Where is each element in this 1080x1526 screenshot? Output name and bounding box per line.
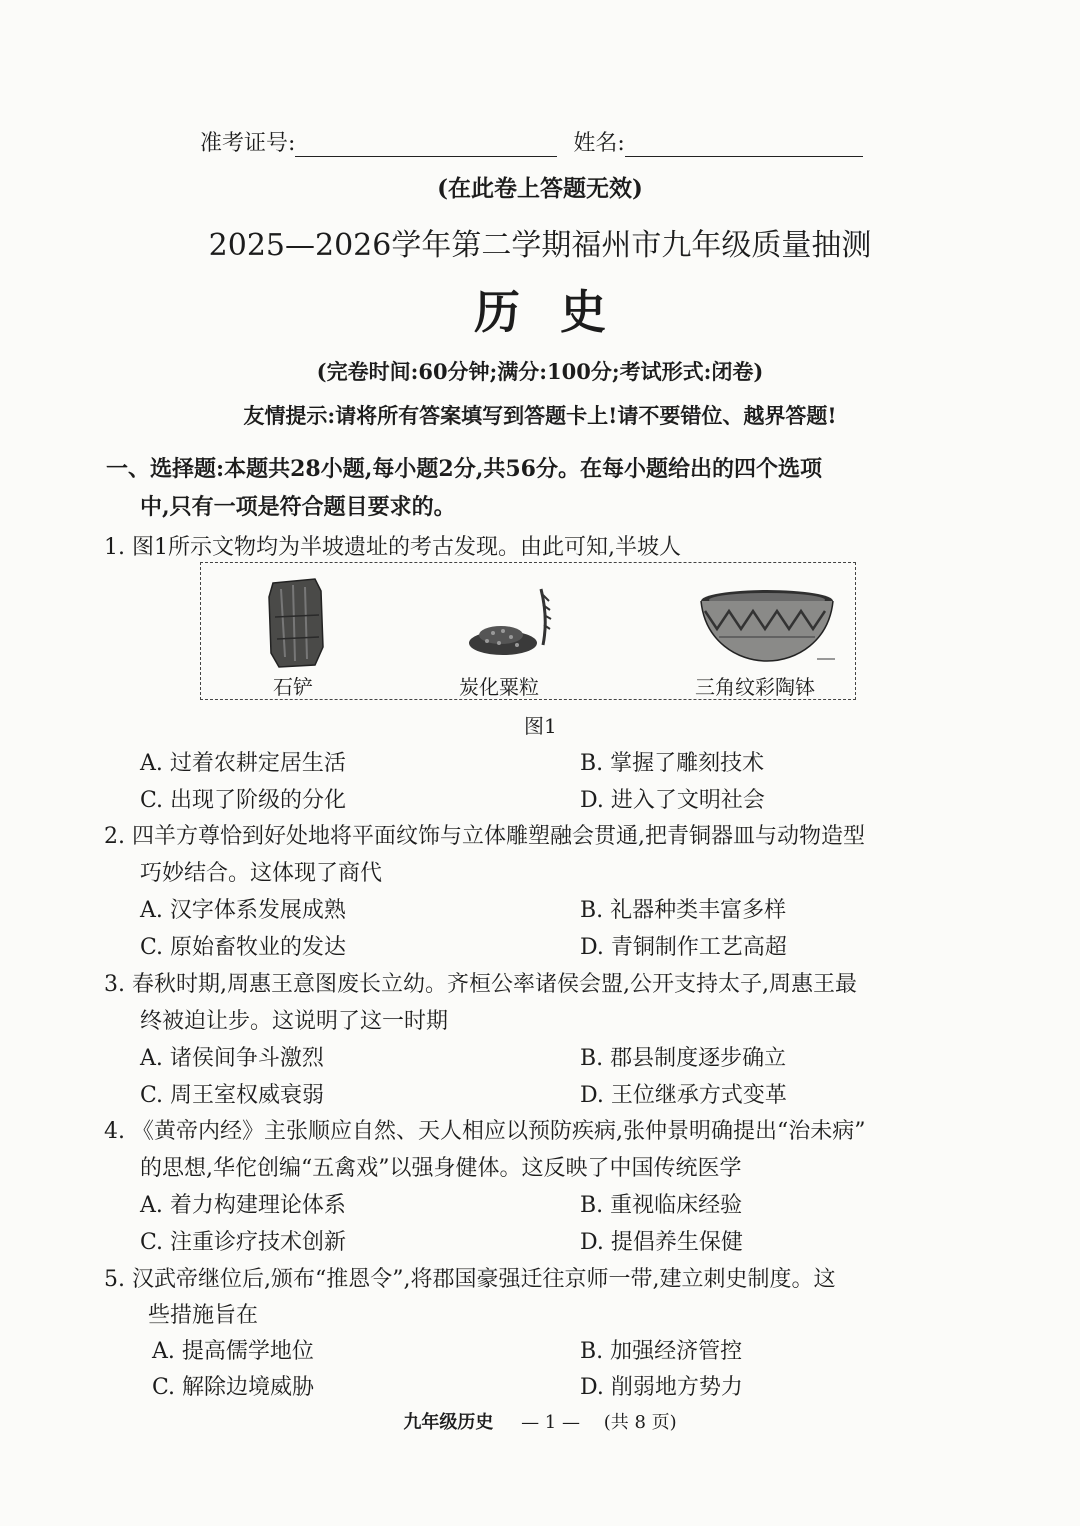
question-5-stem-line2: 些措施旨在	[148, 1303, 259, 1328]
q1-option-a[interactable]: A. 过着农耕定居生活	[140, 751, 346, 776]
question-3-stem-line2: 终被迫让步。这说明了这一时期	[140, 1009, 449, 1034]
q3-option-c[interactable]: C. 周王室权威衰弱	[140, 1083, 325, 1108]
figure-1	[200, 562, 856, 700]
question-1-stem: 1. 图1所示文物均为半坡遗址的考古发现。由此可知,半坡人	[104, 535, 681, 560]
q1-option-b[interactable]: B. 掌握了雕刻技术	[580, 751, 765, 776]
page-footer	[0, 1408, 1080, 1434]
figure-label-painted-pottery-bowl: 三角纹彩陶钵	[695, 675, 815, 699]
question-5-stem-line1: 5. 汉武帝继位后,颁布“推恩令”,将郡国豪强迁往京师一带,建立刺史制度。这	[104, 1267, 836, 1292]
q4-option-a[interactable]: A. 着力构建理论体系	[140, 1193, 346, 1218]
q3-option-a[interactable]: A. 诸侯间争斗激烈	[140, 1046, 324, 1071]
q4-option-b[interactable]: B. 重视临床经验	[580, 1193, 743, 1218]
candidate-info-row	[200, 126, 863, 157]
q5-option-a[interactable]: A. 提高儒学地位	[152, 1339, 314, 1364]
section-heading-line1: 一、选择题:本题共28小题,每小题2分,共56分。在每小题给出的四个选项	[106, 456, 822, 482]
q1-option-c[interactable]: C. 出现了阶级的分化	[140, 788, 347, 813]
exam-time-info: (完卷时间:60分钟;满分:100分;考试形式:闭卷)	[316, 359, 764, 384]
q3-option-b[interactable]: B. 郡县制度逐步确立	[580, 1046, 787, 1071]
q5-option-b[interactable]: B. 加强经济管控	[580, 1339, 743, 1364]
q5-option-c[interactable]: C. 解除边境威胁	[152, 1375, 315, 1400]
q4-option-d[interactable]: D. 提倡养生保健	[580, 1230, 743, 1255]
question-2-stem-line2: 巧妙结合。这体现了商代	[140, 861, 383, 886]
section-heading-line2: 中,只有一项是符合题目要求的。	[140, 494, 456, 520]
name-blank	[625, 134, 863, 157]
q3-option-d[interactable]: D. 王位继承方式变革	[580, 1083, 787, 1108]
painted-pottery-bowl-icon	[697, 585, 837, 665]
exam-title: 2025—2026学年第二学期福州市九年级质量抽测	[208, 228, 872, 263]
q2-option-a[interactable]: A. 汉字体系发展成熟	[140, 898, 346, 923]
figure-label-stone-shovel: 石铲	[273, 675, 313, 699]
name-label: 姓名:	[573, 131, 625, 156]
carbonized-millet-icon	[463, 585, 563, 665]
q2-option-b[interactable]: B. 礼器种类丰富多样	[580, 898, 787, 923]
exam-id-blank	[295, 134, 557, 157]
stone-shovel-icon	[263, 577, 329, 669]
figure-label-carbonized-millet: 炭化粟粒	[459, 675, 539, 699]
question-3-stem-line1: 3. 春秋时期,周惠王意图废长立幼。齐桓公率诸侯会盟,公开支持太子,周惠王最	[104, 972, 857, 997]
footer-page-number: — 1 —	[521, 1412, 580, 1433]
question-4-stem-line1: 4. 《黄帝内经》主张顺应自然、天人相应以预防疾病,张仲景明确提出“治未病”	[104, 1119, 866, 1144]
footer-total-pages: (共 8 页)	[603, 1412, 677, 1433]
figure-1-caption: 图1	[524, 714, 557, 738]
q5-option-d[interactable]: D. 削弱地方势力	[580, 1375, 743, 1400]
q2-option-d[interactable]: D. 青铜制作工艺高超	[580, 935, 787, 960]
invalid-note: (在此卷上答题无效)	[437, 175, 643, 202]
footer-subject: 九年级历史	[403, 1412, 494, 1433]
friendly-tip: 友情提示:请将所有答案填写到答题卡上!请不要错位、越界答题!	[243, 403, 837, 428]
question-2-stem-line1: 2. 四羊方尊恰到好处地将平面纹饰与立体雕塑融会贯通,把青铜器皿与动物造型	[104, 824, 865, 849]
q2-option-c[interactable]: C. 原始畜牧业的发达	[140, 935, 347, 960]
exam-id-label: 准考证号:	[200, 131, 296, 156]
q4-option-c[interactable]: C. 注重诊疗技术创新	[140, 1230, 347, 1255]
q1-option-d[interactable]: D. 进入了文明社会	[580, 788, 765, 813]
subject-title: 历史	[474, 285, 646, 339]
question-4-stem-line2: 的思想,华佗创编“五禽戏”以强身健体。这反映了中国传统医学	[140, 1156, 742, 1181]
